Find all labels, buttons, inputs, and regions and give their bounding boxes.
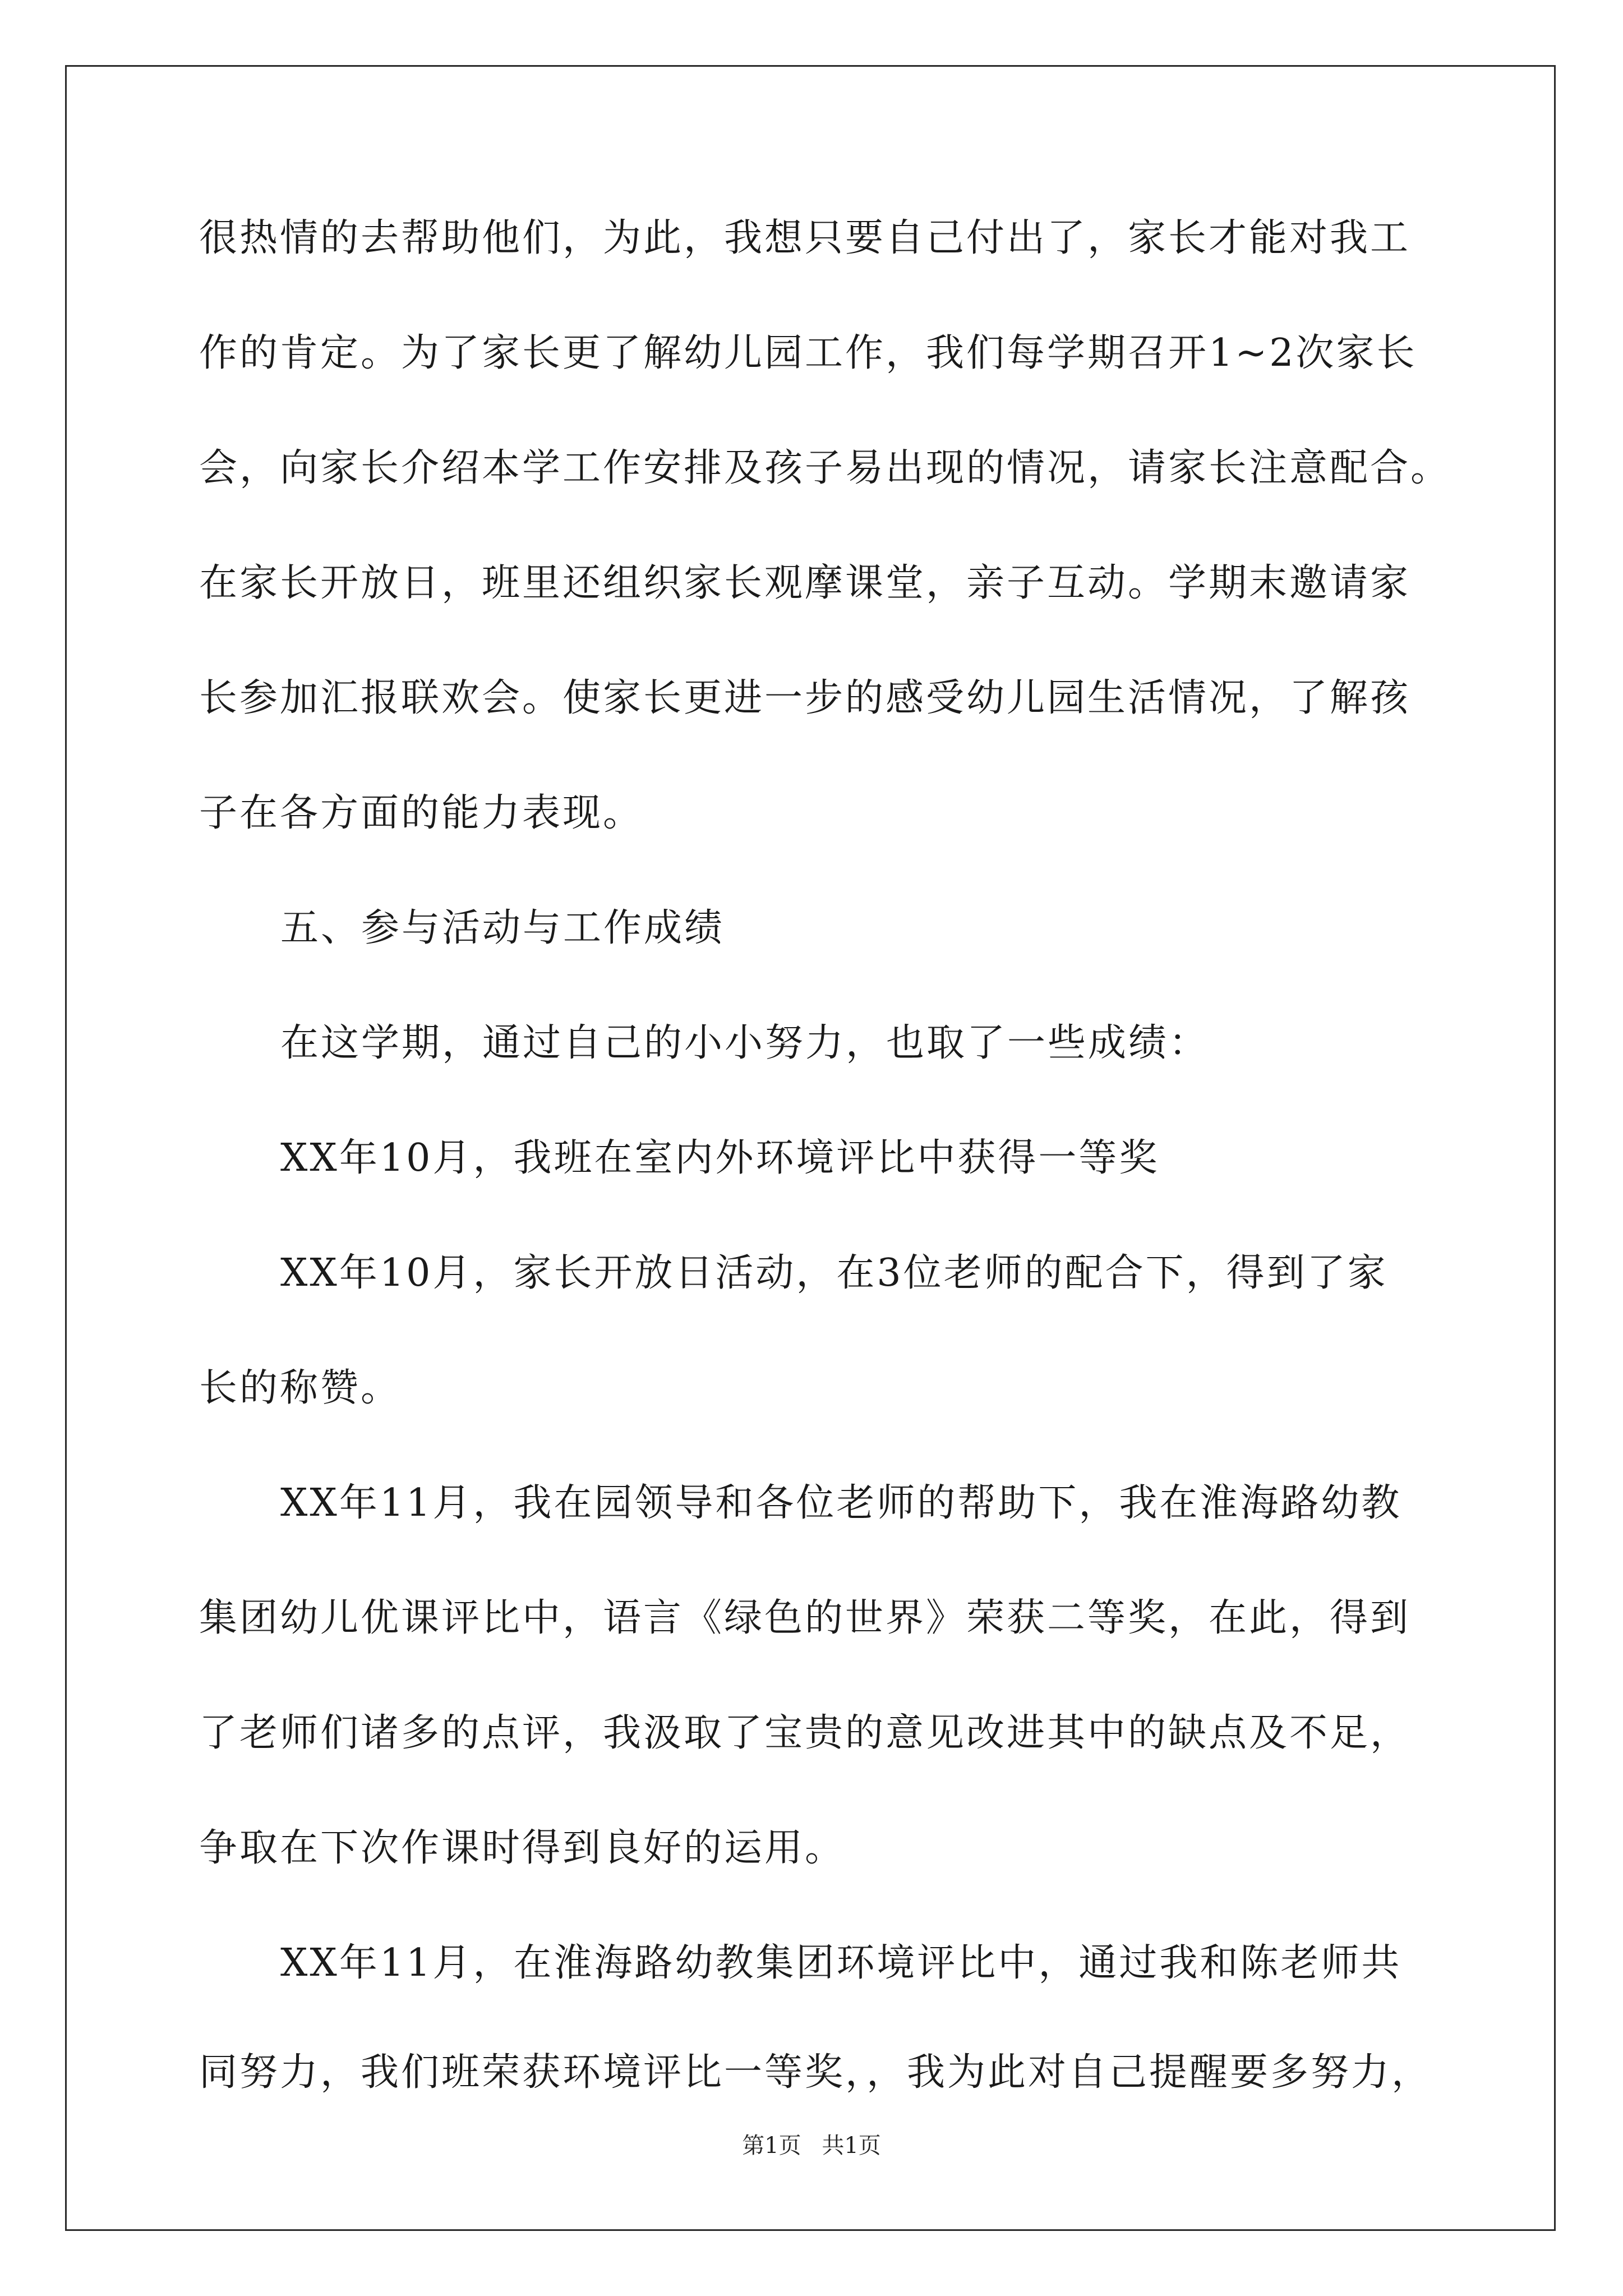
body-line-16: XX年11月，在淮海路幼教集团环境评比中，通过我和陈老师共 bbox=[280, 1941, 1402, 1985]
body-line-6: 子在各方面的能力表现。 bbox=[199, 791, 644, 835]
body-line-11: 长的称赞。 bbox=[199, 1366, 402, 1410]
body-line-3: 会，向家长介绍本学工作安排及孩子易出现的情况，请家长注意配合。 bbox=[199, 446, 1451, 490]
body-line-13: 集团幼儿优课评比中，语言《绿色的世界》荣获二等奖，在此，得到 bbox=[199, 1596, 1411, 1640]
body-line-9: XX年10月，我班在室内外环境评比中获得一等奖 bbox=[280, 1136, 1160, 1180]
page-footer bbox=[0, 2132, 1623, 2160]
page-number: 第1页 bbox=[742, 2133, 801, 2159]
body-line-1: 很热情的去帮助他们，为此，我想只要自己付出了，家长才能对我工 bbox=[199, 216, 1411, 260]
page-total: 共1页 bbox=[822, 2133, 881, 2159]
section-heading: 五、参与活动与工作成绩 bbox=[280, 906, 725, 950]
body-line-10: XX年10月，家长开放日活动，在3位老师的配合下，得到了家 bbox=[280, 1251, 1388, 1295]
body-line-15: 争取在下次作课时得到良好的运用。 bbox=[199, 1826, 846, 1870]
body-line-5: 长参加汇报联欢会。使家长更进一步的感受幼儿园生活情况，了解孩 bbox=[199, 676, 1411, 720]
body-line-12: XX年11月，我在园领导和各位老师的帮助下，我在淮海路幼教 bbox=[280, 1481, 1402, 1525]
body-line-4: 在家长开放日，班里还组织家长观摩课堂，亲子互动。学期末邀请家 bbox=[199, 561, 1411, 605]
body-line-14: 了老师们诸多的点评，我汲取了宝贵的意见改进其中的缺点及不足， bbox=[199, 1711, 1411, 1755]
body-line-17: 同努力，我们班荣获环境评比一等奖，，我为此对自己提醒要多努力， bbox=[199, 2050, 1432, 2095]
body-line-8: 在这学期，通过自己的小小努力，也取了一些成绩： bbox=[280, 1021, 1210, 1065]
body-line-2: 作的肯定。为了家长更了解幼儿园工作，我们每学期召开1~2次家长 bbox=[199, 331, 1417, 375]
